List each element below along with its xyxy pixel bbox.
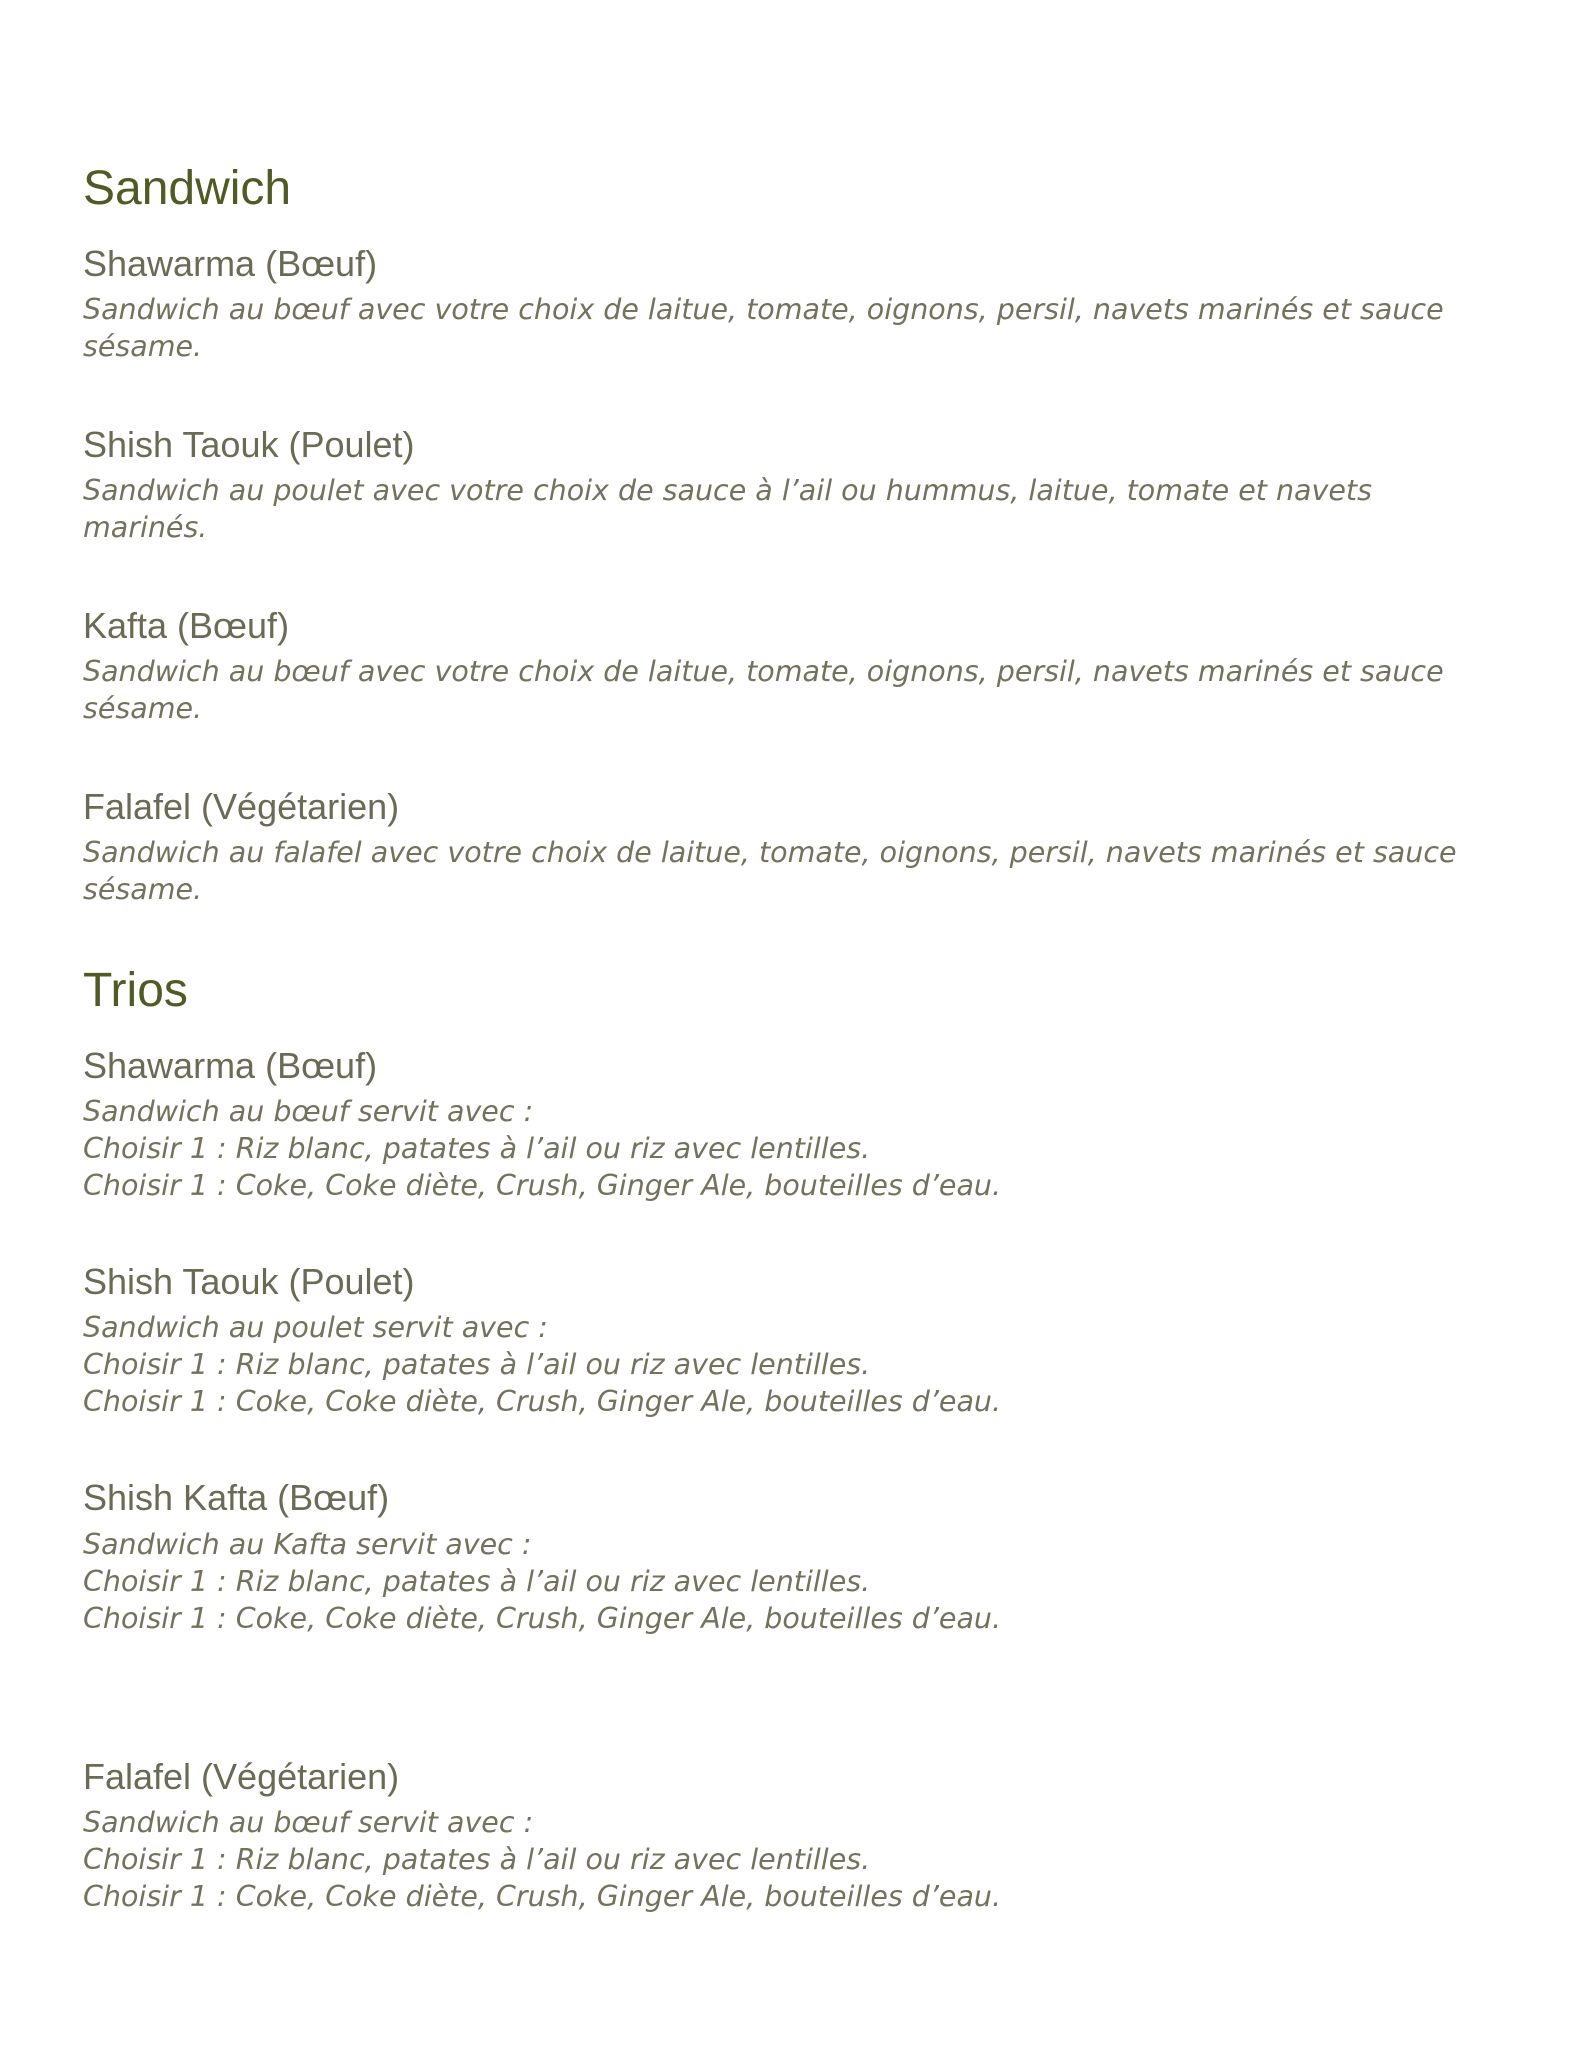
menu-item-description: Sandwich au falafel avec votre choix de laitue, tomate, oignons, persil, navets marinés et sauce sésame. bbox=[83, 836, 1457, 907]
menu-item-description: Sandwich au bœuf servit avec : Choisir 1 : Riz blanc, patates à l’ail ou riz avec lentilles. Choisir 1 : Coke, Coke diète, Crush, Ginger Ale, bouteilles d’eau. bbox=[83, 1805, 1002, 1913]
menu-item-name: Shawarma (Bœuf) bbox=[83, 242, 378, 284]
menu-item bbox=[83, 1755, 1503, 1915]
menu-item-description: Sandwich au bœuf servit avec : Choisir 1 : Riz blanc, patates à l’ail ou riz avec lentilles. Choisir 1 : Coke, Coke diète, Crush, Ginger Ale, bouteilles d’eau. bbox=[83, 1095, 1002, 1203]
menu-item bbox=[83, 785, 1503, 908]
section-sandwich bbox=[83, 160, 1503, 908]
menu-item-name: Kafta (Bœuf) bbox=[83, 604, 290, 646]
menu-item-description: Sandwich au bœuf avec votre choix de laitue, tomate, oignons, persil, navets marinés et sauce sésame. bbox=[83, 655, 1444, 726]
section-title: Sandwich bbox=[83, 162, 292, 215]
menu-item bbox=[83, 242, 1503, 365]
menu-item-name: Shish Taouk (Poulet) bbox=[83, 423, 415, 465]
menu-item-description: Sandwich au Kafta servit avec : Choisir 1 : Riz blanc, patates à l’ail ou riz avec lentilles. Choisir 1 : Coke, Coke diète, Crush, Ginger Ale, bouteilles d’eau. bbox=[83, 1527, 1002, 1635]
menu-item bbox=[83, 1044, 1503, 1204]
menu-page bbox=[83, 160, 1503, 1971]
menu-item-name: Shawarma (Bœuf) bbox=[83, 1044, 378, 1086]
menu-item-description: Sandwich au bœuf avec votre choix de laitue, tomate, oignons, persil, navets marinés et sauce sésame. bbox=[83, 292, 1444, 363]
section-trios bbox=[83, 962, 1503, 1914]
menu-item-name: Shish Taouk (Poulet) bbox=[83, 1261, 415, 1303]
menu-item-name: Shish Kafta (Bœuf) bbox=[83, 1477, 390, 1519]
menu-item bbox=[83, 1476, 1503, 1636]
menu-item-name: Falafel (Végétarien) bbox=[83, 1755, 400, 1797]
section-title: Trios bbox=[83, 964, 188, 1018]
menu-item-description: Sandwich au poulet servit avec : Choisir 1 : Riz blanc, patates à l’ail ou riz avec lentilles. Choisir 1 : Coke, Coke diète, Crush, Ginger Ale, bouteilles d’eau. bbox=[83, 1311, 1002, 1419]
menu-item-description: Sandwich au poulet avec votre choix de sauce à l’ail ou hummus, laitue, tomate et navets marinés. bbox=[83, 473, 1372, 544]
menu-item bbox=[83, 604, 1503, 727]
menu-item-name: Falafel (Végétarien) bbox=[83, 786, 400, 828]
menu-item bbox=[83, 423, 1503, 546]
menu-item bbox=[83, 1260, 1503, 1420]
